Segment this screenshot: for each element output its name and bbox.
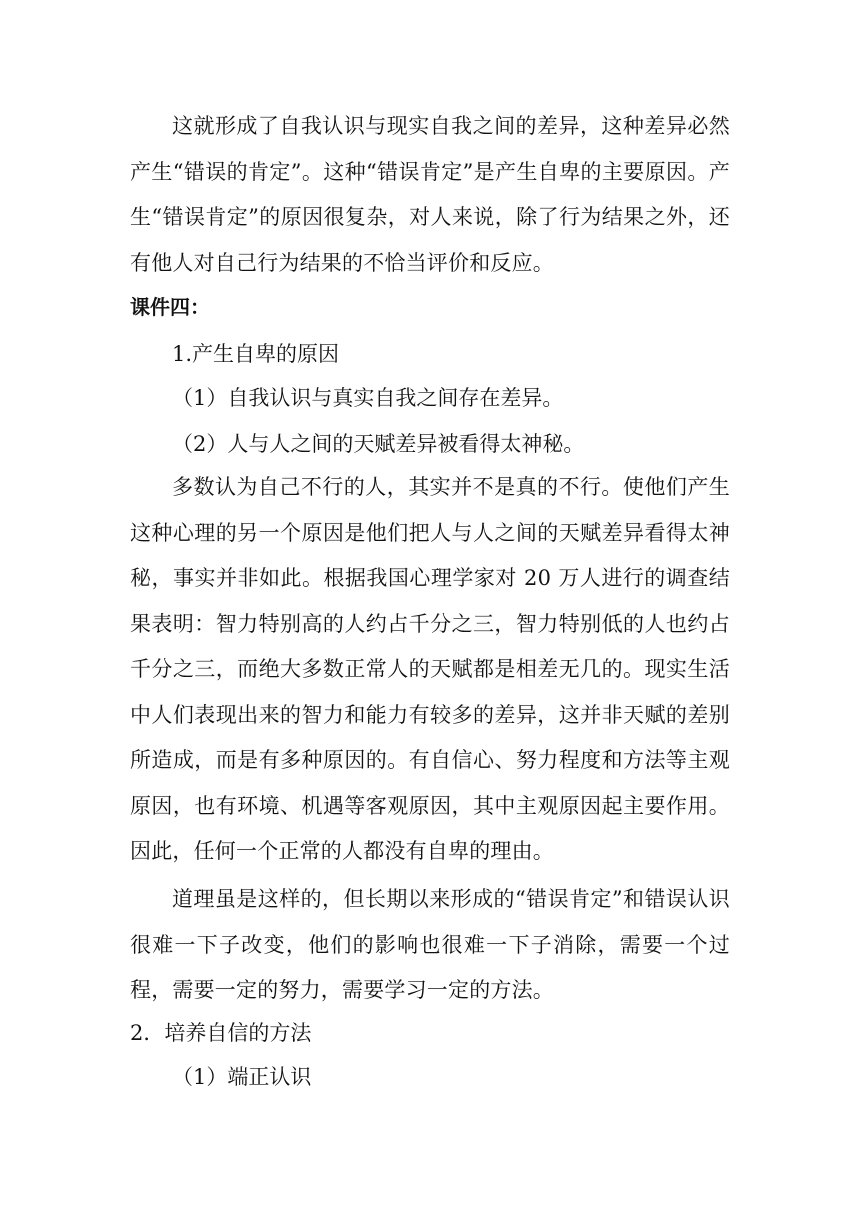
list-subitem-talent-difference: （2）人与人之间的天赋差异被看得太神秘。 xyxy=(172,432,585,456)
list-subitem-self-awareness-gap: （1）自我认识与真实自我之间存在差异。 xyxy=(172,386,564,410)
list-item-inferiority-causes: 1.产生自卑的原因 xyxy=(172,342,340,366)
list-item-build-confidence-methods: 2．培养自信的方法 xyxy=(130,1021,312,1045)
paragraph-inferiority-cause-intro: 这就形成了自我认识与现实自我之间的差异，这种差异必然产生“错误的肯定”。这种“错误肯定”是产生自卑的主要原因。产生“错误肯定”的原因很复杂，对人来说，除了行为结果之外，还有他人对自己行为结果的不恰当评价和反应。 xyxy=(130,114,730,275)
paragraph-talent-explanation: 多数认为自己不行的人，其实并不是真的不行。使他们产生这种心理的另一个原因是他们把人与人之间的天赋差异看得太神秘，事实并非如此。根据我国心理学家对 20 万人进行的调查结果表明：智力特别高的人约占千分之三，智力特别低的人也约占千分之三，而绝大多数正常人的天赋都是相差无几的。现实生活中人们表现出来的智力和能力有较多的差异，这并非天赋的差别所造成，而是有多种原因的。有自信心、努力程度和方法等主观原因，也有环境、机遇等客观原因，其中主观原因起主要作用。因此，任何一个正常的人都没有自卑的理由。 xyxy=(130,475,730,863)
section-heading-courseware-four: 课件四： xyxy=(130,295,210,319)
list-subitem-correct-understanding: （1）端正认识 xyxy=(172,1065,312,1089)
paragraph-reasoning-process: 道理虽是这样的，但长期以来形成的“错误肯定”和错误认识很难一下子改变，他们的影响也很难一下子消除，需要一个过程，需要一定的努力，需要学习一定的方法。 xyxy=(130,887,730,1002)
